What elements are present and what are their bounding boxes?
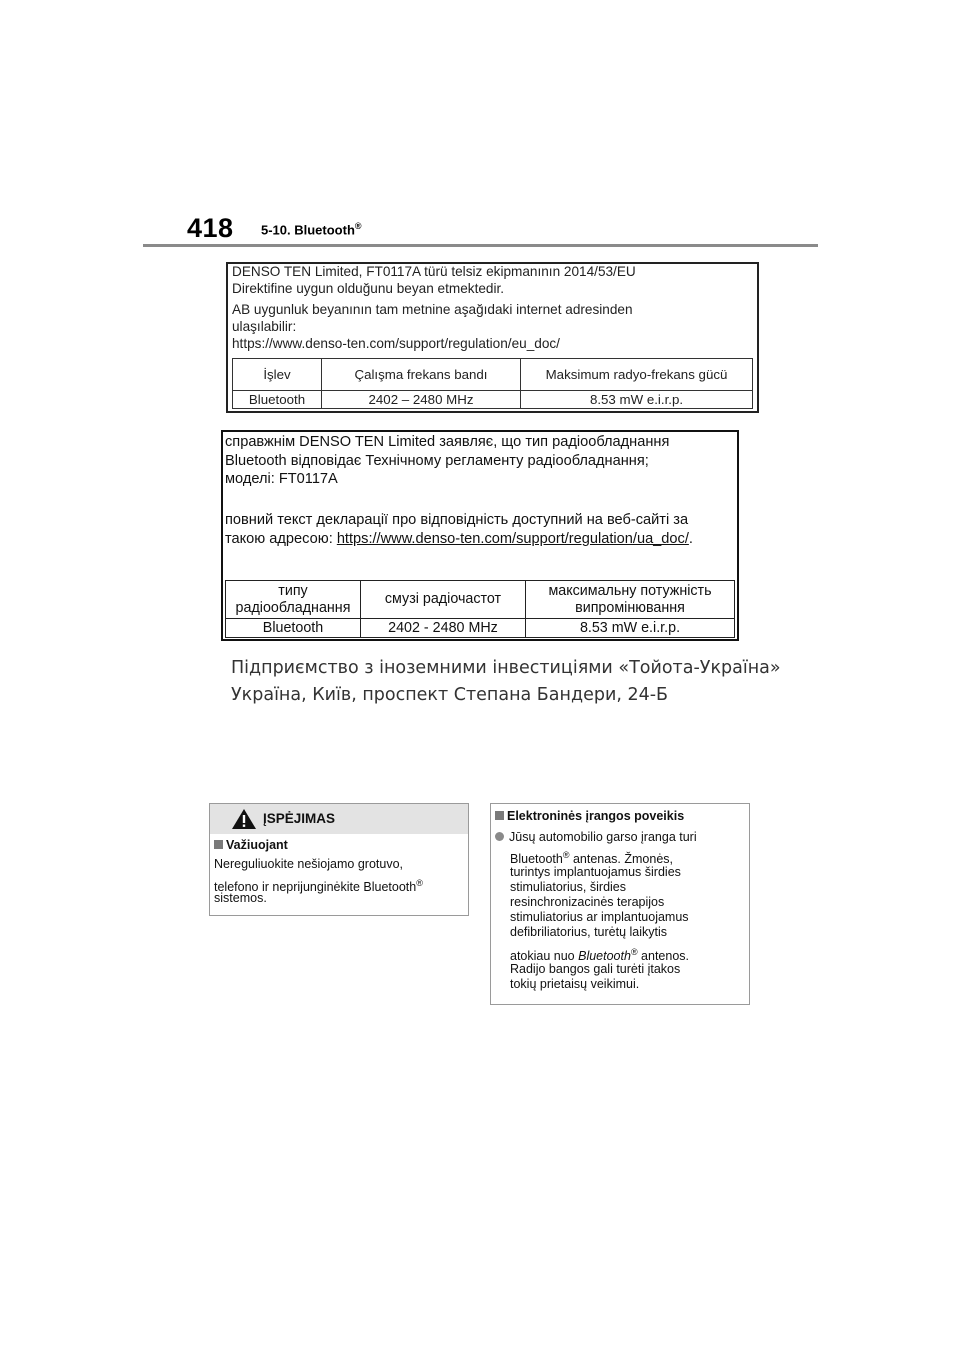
ukrainian-spec-table xyxy=(225,580,735,638)
table-header-row xyxy=(233,359,753,391)
ua-link-suffix: . xyxy=(688,531,693,547)
round-bullet-icon xyxy=(495,832,504,841)
table-cell: 8.53 mW e.i.r.p. xyxy=(521,391,753,409)
page-number: 418 xyxy=(187,213,234,243)
turkish-declaration-box xyxy=(226,262,759,413)
tr-line-1: DENSO TEN Limited, FT0117A türü telsiz ekipmanının 2014/53/EU xyxy=(232,264,636,279)
ua-link-prefix: такою адресою: xyxy=(225,531,337,547)
turkish-spec-table xyxy=(232,358,753,409)
table-cell: 2402 - 2480 MHz xyxy=(361,619,526,638)
info-line-8c: antenos. xyxy=(637,949,690,964)
tr-line-2: Direktifine uygun olduğunu beyan etmektedir. xyxy=(232,281,505,296)
info-line-6: stimuliatorius ar implantuojamus xyxy=(510,910,689,924)
ua-line-2: Bluetooth відповідає Технічному регламенту радіообладнання; xyxy=(225,453,649,469)
square-bullet-icon xyxy=(214,840,223,849)
warning-triangle-icon xyxy=(231,808,257,830)
info-line-9: Radijo bangos gali turėti įtakos xyxy=(510,962,681,976)
info-line-4: stimuliatorius, širdies xyxy=(510,880,627,894)
info-line-3: turintys implantuojamus širdies xyxy=(510,865,681,879)
warning-text-2-main: telefono ir neprijunginėkite Bluetooth xyxy=(214,880,417,895)
table-row xyxy=(226,619,735,638)
header-cell: İşlev xyxy=(233,359,322,391)
ua-declaration-link[interactable]: https://www.denso-ten.com/support/regulation/ua_doc/ xyxy=(336,531,689,547)
info-line-8b: Bluetooth xyxy=(578,949,631,964)
info-line-1 xyxy=(495,830,697,844)
ua-line-3: моделі: FT0117A xyxy=(225,471,338,487)
ukrainian-declaration-box xyxy=(221,430,739,641)
registered-mark: ® xyxy=(630,947,638,957)
address-line-2: Україна, Київ, проспект Степана Бандери, 24-Б xyxy=(231,685,669,705)
tr-line-4: ulaşılabilir: xyxy=(232,319,297,334)
warning-text-1: Nereguliuokite nešiojamo grotuvo, xyxy=(214,857,403,871)
registered-mark: ® xyxy=(416,878,423,888)
info-box xyxy=(490,803,750,1005)
table-cell: Bluetooth xyxy=(226,619,361,638)
warning-title: ĮSPĖJIMAS xyxy=(263,811,336,826)
table-cell: 8.53 mW e.i.r.p. xyxy=(526,619,735,638)
info-line-2a: Bluetooth xyxy=(510,852,563,867)
info-line-1-text: Jūsų automobilio garso įranga turi xyxy=(509,830,697,844)
header-cell: смузі радіочастот xyxy=(361,581,526,619)
table-cell: 2402 – 2480 MHz xyxy=(322,391,521,409)
info-line-8a: atokiau nuo xyxy=(510,949,579,964)
tr-line-3: AB uygunluk beyanının tam metnine aşağıdaki internet adresinden xyxy=(232,302,633,317)
table-cell: Bluetooth xyxy=(233,391,322,409)
address-line-1: Підприємство з іноземними інвестиціями «Тойота-Україна» xyxy=(231,658,781,678)
info-heading xyxy=(495,809,684,823)
table-header-row xyxy=(226,581,735,619)
section-title-text: 5-10. Bluetooth xyxy=(261,222,355,238)
warning-text-3: sistemos. xyxy=(214,891,267,905)
tr-url: https://www.denso-ten.com/support/regulation/eu_doc/ xyxy=(232,336,560,351)
table-row xyxy=(233,391,753,409)
header-rule xyxy=(143,244,818,247)
header-cell: Maksimum radyo-frekans gücü xyxy=(521,359,753,391)
info-line-10: tokių prietaisų veikimui. xyxy=(510,977,640,991)
info-line-8 xyxy=(510,945,689,963)
ua-line-4: повний текст декларації про відповідність доступний на веб-сайті за xyxy=(225,512,689,528)
info-line-2 xyxy=(510,848,673,866)
square-bullet-icon xyxy=(495,811,504,820)
ua-link-line xyxy=(225,531,693,547)
section-title xyxy=(261,221,362,237)
warning-box xyxy=(209,803,469,916)
registered-mark: ® xyxy=(562,850,570,860)
warning-header xyxy=(210,804,468,834)
info-line-7: defibriliatorius, turėtų laikytis xyxy=(510,925,668,939)
header-cell: типу радіообладнання xyxy=(226,581,361,619)
warning-subheading xyxy=(214,838,288,852)
registered-mark: ® xyxy=(354,221,362,231)
header-cell: Çalışma frekans bandı xyxy=(322,359,521,391)
info-heading-text: Elektroninės įrangos poveikis xyxy=(507,809,685,823)
info-line-2b: antenas. Žmonės, xyxy=(569,852,673,867)
header-cell: максимальну потужність випромінювання xyxy=(526,581,735,619)
ua-line-1: справжнім DENSO TEN Limited заявляє, що тип радіообладнання xyxy=(225,434,670,450)
info-line-5: resinchronizacinės terapijos xyxy=(510,895,665,909)
warning-subheading-text: Važiuojant xyxy=(226,838,288,852)
